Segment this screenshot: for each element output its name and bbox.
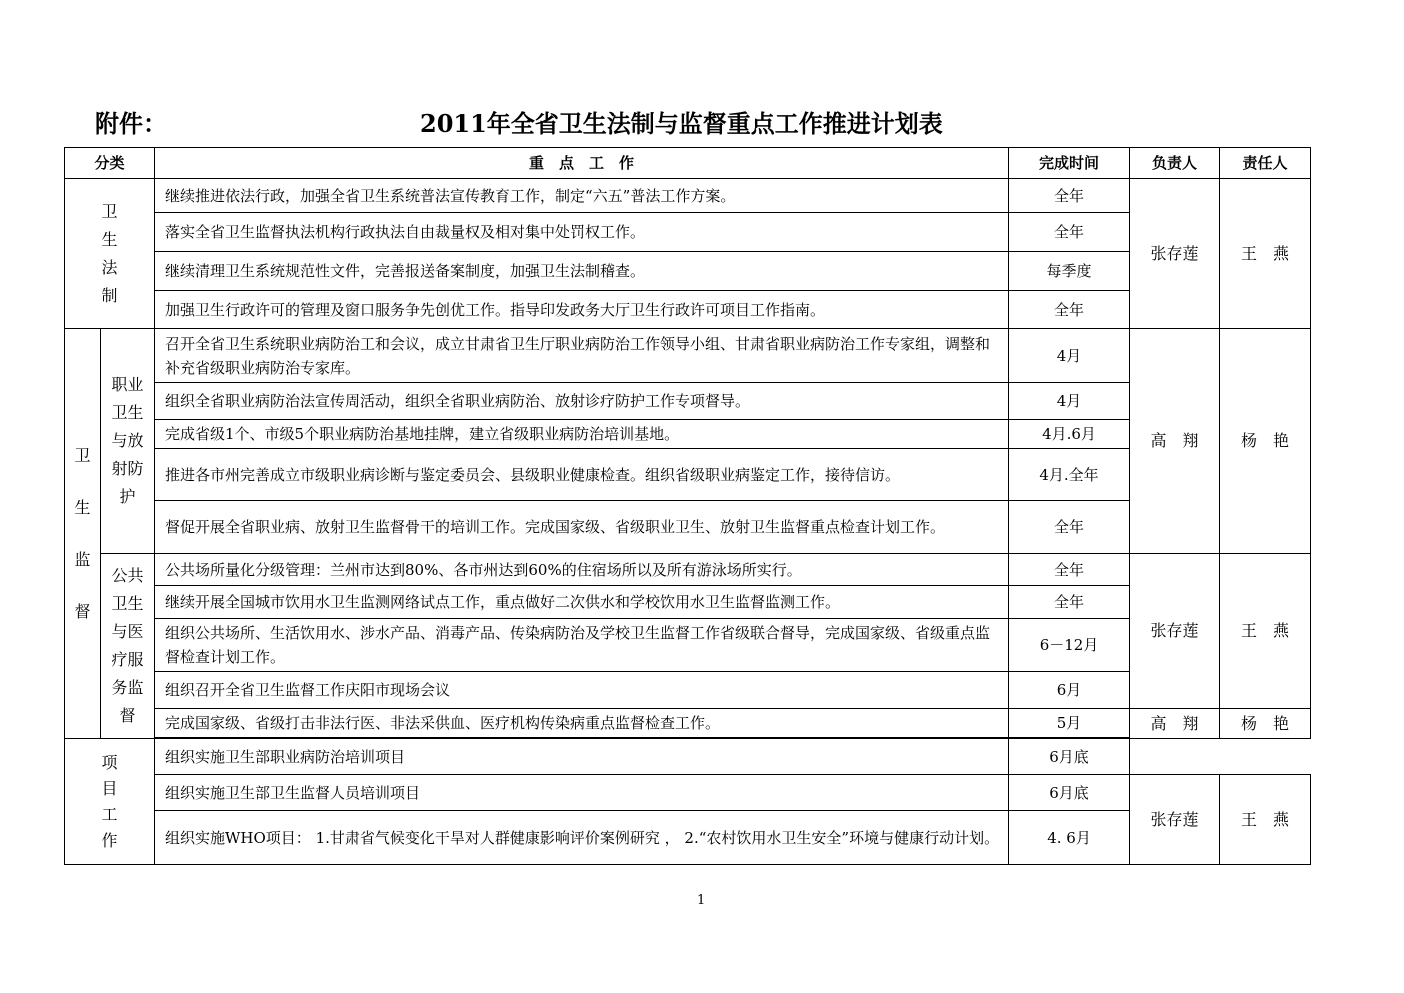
table-row [65, 252, 1311, 291]
work-item: 组织公共场所、生活饮用水、涉水产品、消毒产品、传染病防治及学校卫生监督工作省级联合督导，完成国家级、省级重点监督检查计划工作。 [155, 619, 1009, 672]
table-row [65, 619, 1311, 672]
work-item: 组织全省职业病防治法宣传周活动，组织全省职业病防治、放射诊疗防护工作专项督导。 [155, 383, 1009, 420]
work-item: 完成省级1个、市级5个职业病防治基地挂牌，建立省级职业病防治培训基地。 [155, 420, 1009, 449]
completion-time: 4月.6月 [1009, 420, 1130, 449]
completion-time: 4月.全年 [1009, 449, 1130, 501]
leader-name: 张存莲 [1130, 775, 1220, 865]
work-item: 组织召开全省卫生监督工作庆阳市现场会议 [155, 672, 1009, 709]
leader-name: 高 翔 [1130, 709, 1220, 739]
header-work: 重 点 工 作 [155, 148, 1009, 179]
completion-time: 全年 [1009, 501, 1130, 554]
responsible-name: 王 燕 [1220, 179, 1311, 329]
table-row [65, 811, 1311, 865]
responsible-name: 杨 艳 [1220, 709, 1311, 739]
table-row [65, 739, 1311, 775]
document-title: 2011年全省卫生法制与监督重点工作推进计划表 [420, 109, 943, 138]
completion-time: 全年 [1009, 554, 1130, 586]
header-category: 分类 [65, 148, 155, 179]
leader-name: 高 翔 [1130, 329, 1220, 554]
table-row [65, 449, 1311, 501]
header-time: 完成时间 [1009, 148, 1130, 179]
work-item: 推进各市州完善成立市级职业病诊断与鉴定委员会、县级职业健康检查。组织省级职业病鉴定工作，接待信访。 [155, 449, 1009, 501]
completion-time: 全年 [1009, 213, 1130, 252]
responsible-name: 杨 艳 [1220, 329, 1311, 554]
category-supervision: 卫生监督 [65, 329, 101, 739]
work-item: 组织实施卫生部职业病防治培训项目 [155, 739, 1009, 775]
work-item: 加强卫生行政许可的管理及窗口服务争先创优工作。指导印发政务大厅卫生行政许可项目工作指南。 [155, 291, 1009, 329]
subcategory-public: 公共卫生与医疗服务监督 [101, 554, 155, 739]
work-item: 督促开展全省职业病、放射卫生监督骨干的培训工作。完成国家级、省级职业卫生、放射卫生监督重点检查计划工作。 [155, 501, 1009, 554]
work-item: 召开全省卫生系统职业病防治工和会议，成立甘肃省卫生厅职业病防治工作领导小组、甘肃省职业病防治工作专家组，调整和补充省级职业病防治专家库。 [155, 329, 1009, 383]
table-row [65, 709, 1311, 738]
completion-time: 全年 [1009, 179, 1130, 213]
attachment-label: 附件： [95, 109, 167, 138]
completion-time: 5月 [1009, 709, 1130, 738]
responsible-name: 王 燕 [1220, 775, 1311, 865]
completion-time: 6月 [1009, 672, 1130, 709]
header-responsible: 责任人 [1220, 148, 1311, 179]
completion-time: 每季度 [1009, 252, 1130, 291]
table-row [65, 291, 1311, 329]
table-header-row [65, 148, 1311, 179]
work-item: 组织实施卫生部卫生监督人员培训项目 [155, 775, 1009, 811]
table-row [65, 420, 1311, 449]
work-item: 完成国家级、省级打击非法行医、非法采供血、医疗机构传染病重点监督检查工作。 [155, 709, 1009, 738]
table-row [65, 554, 1311, 586]
table-row [65, 775, 1311, 811]
work-item: 公共场所量化分级管理：兰州市达到80%、各市州达到60%的住宿场所以及所有游泳场所实行。 [155, 554, 1009, 586]
completion-time: 4月 [1009, 329, 1130, 383]
table-row [65, 383, 1311, 420]
table-row [65, 501, 1311, 554]
work-item: 继续推进依法行政，加强全省卫生系统普法宣传教育工作，制定“六五”普法工作方案。 [155, 179, 1009, 213]
table-row [65, 586, 1311, 619]
completion-time: 全年 [1009, 291, 1130, 329]
completion-time: 6月底 [1009, 775, 1130, 811]
category-projects: 项目工作 [65, 739, 155, 865]
header-leader: 负责人 [1130, 148, 1220, 179]
completion-time: 全年 [1009, 586, 1130, 619]
table-row [65, 329, 1311, 383]
table-row [65, 672, 1311, 709]
completion-time: 4. 6月 [1009, 811, 1130, 865]
completion-time: 4月 [1009, 383, 1130, 420]
table-row [65, 179, 1311, 213]
page-number: 1 [697, 893, 706, 908]
work-item: 继续开展全国城市饮用水卫生监测网络试点工作，重点做好二次供水和学校饮用水卫生监督监测工作。 [155, 586, 1009, 619]
responsible-name: 王 燕 [1220, 554, 1311, 709]
work-plan-table [64, 147, 1311, 865]
subcategory-occupational: 职业卫生与放射防护 [101, 329, 155, 554]
category-legal: 卫生法制 [65, 179, 155, 329]
leader-name: 张存莲 [1130, 554, 1220, 709]
completion-time: 6－12月 [1009, 619, 1130, 672]
work-item: 继续清理卫生系统规范性文件，完善报送备案制度，加强卫生法制稽查。 [155, 252, 1009, 291]
completion-time: 6月底 [1009, 739, 1130, 775]
leader-name: 张存莲 [1130, 179, 1220, 329]
work-item: 落实全省卫生监督执法机构行政执法自由裁量权及相对集中处罚权工作。 [155, 213, 1009, 252]
table-row [65, 213, 1311, 252]
work-item: 组织实施WHO项目： 1.甘肃省气候变化干旱对人群健康影响评价案例研究 ， 2.“农村饮用水卫生安全”环境与健康行动计划。 [155, 811, 1009, 865]
